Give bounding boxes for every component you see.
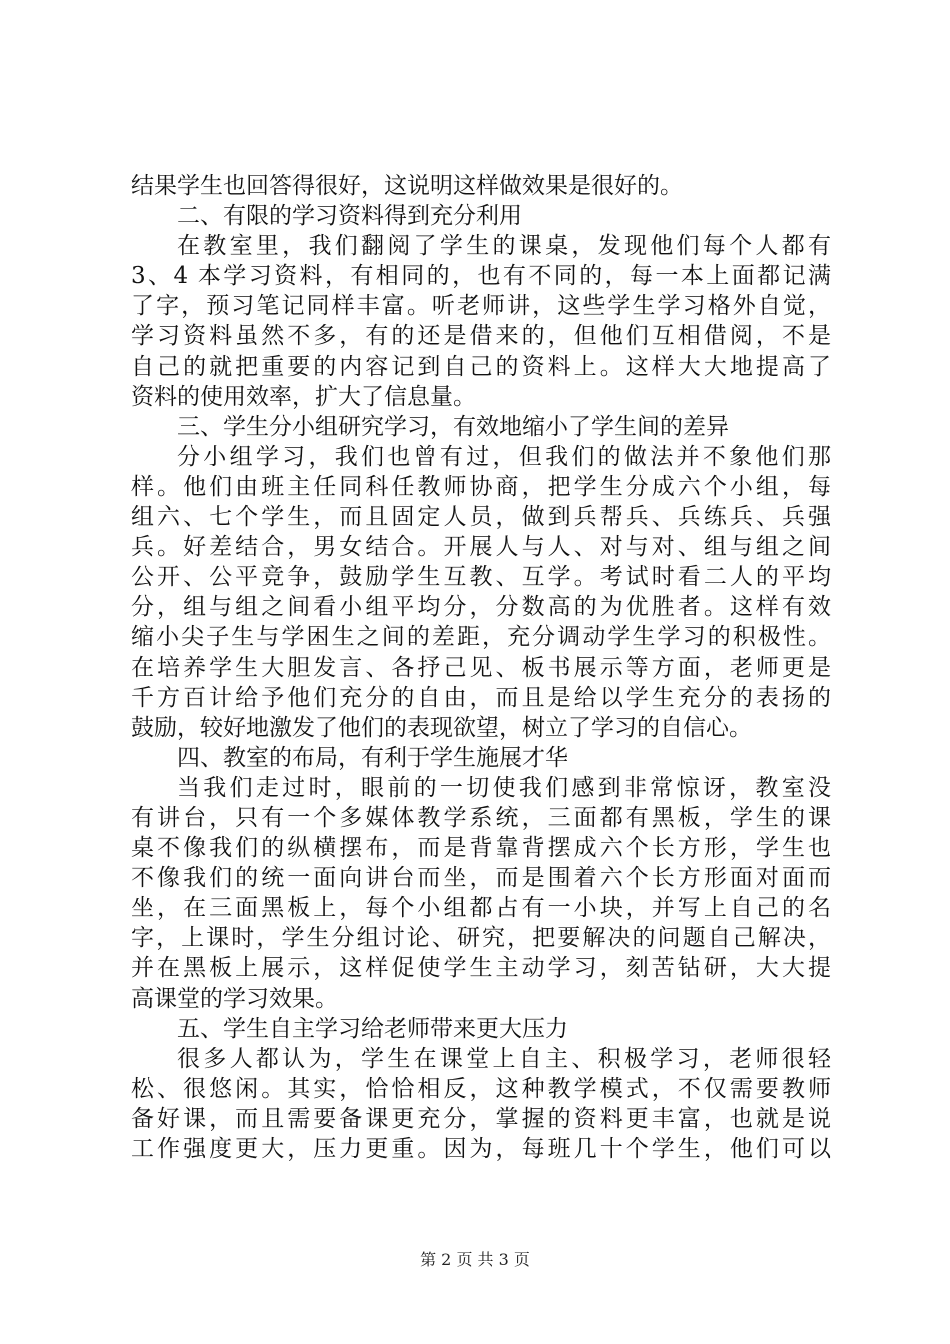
- body-line-7: 自己的就把重要的内容记到自己的资料上。这样大大地提高了: [131, 353, 831, 380]
- body-line-13: 兵。好差结合，男女结合。开展人与人、对与对、组与组之间: [131, 534, 831, 561]
- body-line-17: 在培养学生大胆发言、各抒己见、板书展示等方面，老师更是: [131, 654, 831, 681]
- section-heading-5: 五、学生自主学习给老师带来更大压力: [177, 1015, 568, 1042]
- section-heading-4: 四、教室的布局，有利于学生施展才华: [177, 744, 568, 771]
- document-body: [131, 171, 831, 1164]
- body-line-3: 在教室里，我们翻阅了学生的课桌，发现他们每个人都有: [177, 233, 831, 260]
- body-line-21: 当我们走过时，眼前的一切使我们感到非常惊讶，教室没: [177, 774, 831, 801]
- body-line-19: 鼓励，较好地激发了他们的表现欲望，树立了学习的自信心。: [131, 714, 752, 741]
- body-line-12: 组六、七个学生，而且固定人员，做到兵帮兵、兵练兵、兵强: [131, 504, 831, 531]
- body-line-6: 学习资料虽然不多，有的还是借来的，但他们互相借阅，不是: [131, 323, 831, 350]
- body-line-32: 备好课，而且需要备课更充分，掌握的资料更丰富，也就是说: [131, 1105, 831, 1132]
- page-number-footer: 第 2 页 共 3 页: [420, 1250, 530, 1269]
- body-line-31: 松、很悠闲。其实，恰恰相反，这种教学模式，不仅需要教师: [131, 1075, 831, 1102]
- body-line-24: 不像我们的统一面向讲台而坐，而是围着六个长方形面对面而: [131, 865, 831, 892]
- body-line-25: 坐，在三面黑板上，每个小组都占有一小块，并写上自己的名: [131, 895, 831, 922]
- body-line-8: 资料的使用效率，扩大了信息量。: [131, 383, 476, 410]
- body-line-33: 工作强度更大，压力更重。因为，每班几十个学生，他们可以: [131, 1136, 831, 1162]
- body-line-10: 分小组学习，我们也曾有过，但我们的做法并不象他们那: [177, 443, 831, 470]
- body-line-5: 了字，预习笔记同样丰富。听老师讲，这些学生学习格外自觉，: [131, 293, 831, 320]
- body-line-11: 样。他们由班主任同科任教师协商，把学生分成六个小组，每: [131, 473, 831, 500]
- body-line-23: 桌不像我们的纵横摆布，而是背靠背摆成六个长方形，学生也: [131, 835, 831, 862]
- body-line-16: 缩小尖子生与学困生之间的差距，充分调动学生学习的积极性。: [131, 624, 831, 651]
- body-line-1: 结果学生也回答得很好，这说明这样做效果是很好的。: [131, 173, 683, 199]
- body-line-28: 高课堂的学习效果。: [131, 985, 338, 1012]
- section-heading-3: 三、学生分小组研究学习，有效地缩小了学生间的差异: [177, 413, 729, 440]
- body-line-30: 很多人都认为，学生在课堂上自主、积极学习，老师很轻: [177, 1045, 831, 1072]
- section-heading-2: 二、有限的学习资料得到充分利用: [177, 203, 522, 230]
- body-line-4: 3、4 本学习资料，有相同的，也有不同的，每一本上面都记满: [131, 263, 831, 290]
- body-line-22: 有讲台，只有一个多媒体教学系统，三面都有黑板，学生的课: [131, 804, 831, 831]
- body-line-27: 并在黑板上展示，这样促使学生主动学习，刻苦钻研，大大提: [131, 955, 831, 982]
- body-line-14: 公开、公平竞争，鼓励学生互教、互学。考试时看二人的平均: [131, 564, 831, 591]
- body-line-15: 分，组与组之间看小组平均分，分数高的为优胜者。这样有效: [131, 594, 831, 621]
- body-line-18: 千方百计给予他们充分的自由，而且是给以学生充分的表扬的: [131, 684, 831, 711]
- body-line-26: 字，上课时，学生分组讨论、研究，把要解决的问题自己解决，: [131, 925, 831, 952]
